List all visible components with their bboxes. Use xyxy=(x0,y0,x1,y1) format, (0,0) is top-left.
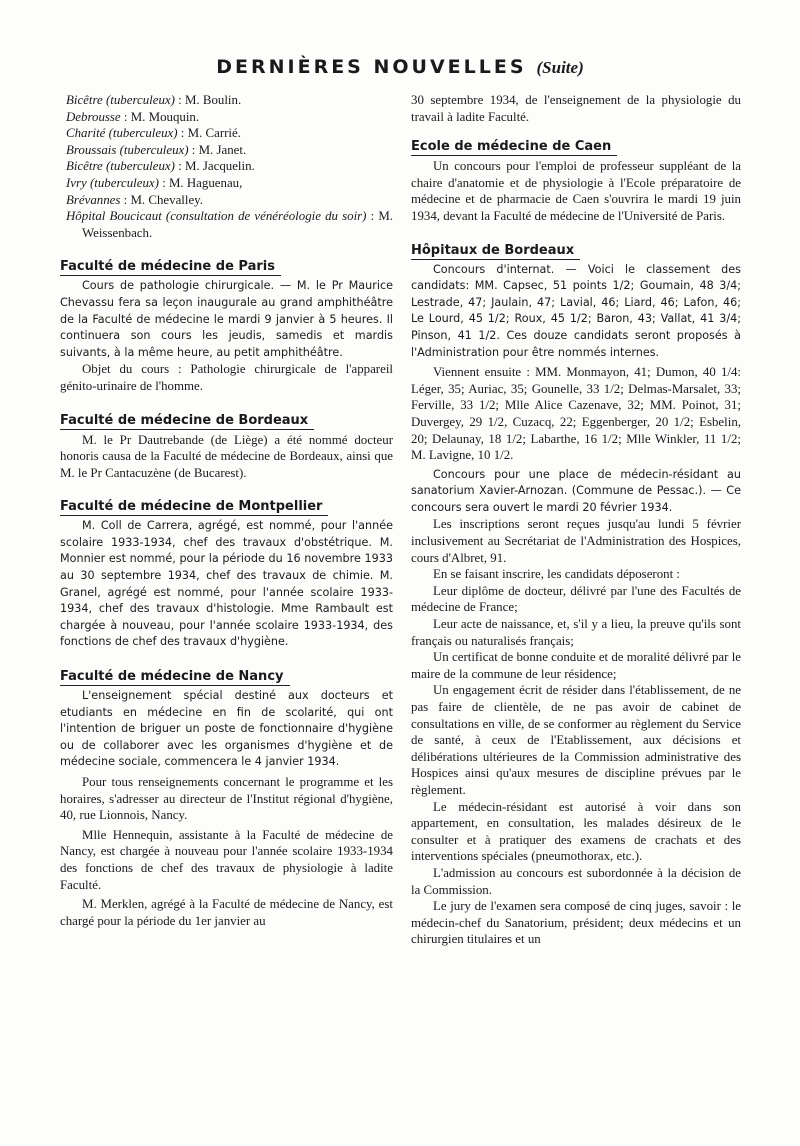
section-caen xyxy=(411,125,741,224)
hospital-entry: Broussais (tuberculeux) : M. Janet. xyxy=(66,142,247,157)
paragraph-continued: 30 septembre 1934, de l'enseignement de la physiologie du travail à ladite Faculté. xyxy=(411,93,741,124)
section-bordeaux xyxy=(60,399,393,482)
paragraph: Un certificat de bonne conduite et de moralité délivré par le maire de la commune de leur résidence; xyxy=(411,650,741,681)
section-nancy xyxy=(60,655,393,929)
hospital-entry: Charité (tuberculeux) : M. Carrié. xyxy=(66,126,241,141)
paragraph: Viennent ensuite : MM. Monmayon, 41; Dumon, 40 1/4: Léger, 35; Auriac, 35; Gounelle, 33 1/2; Delmas-Marsalet, 33; Ferville, 33 1/2; Mlle Alice Cazenave, 32; MM. Poinot, 31; Duvergey, 29 1/2, Cuzacq, 22; Eggenberger, 20 1/2; Esbelin, 20; Delaunay, 18 1/2; Labarthe, 16 1/2; Mlle Winkler, 11 1/2; M. Lavigne, 10 1/2. xyxy=(411,365,741,463)
hospital-entry: Ivry (tuberculeux) : M. Haguenau, xyxy=(66,175,243,190)
paragraph: Cours de pathologie chirurgicale. — M. le Pr Maurice Chevassu fera sa leçon inaugurale au grand amphithéâtre de la Faculté de médecine le mardi 9 janvier à 5 heures. Il continuera son cours les jeudis, samedis et mardis suivants, à la même heure, au petit amphithéâtre. xyxy=(60,279,393,359)
left-column xyxy=(60,92,393,933)
section-heading-nancy: Faculté de médecine de Nancy xyxy=(60,669,290,686)
paragraph: Pour tous renseignements concernant le programme et les horaires, s'adresser au directeur de l'Institut régional d'hygiène, 40, rue Lionnois, Nancy. xyxy=(60,775,393,823)
paragraph: En se faisant inscrire, les candidats déposeront : xyxy=(433,567,680,582)
section-montpellier xyxy=(60,485,393,651)
paragraph: Objet du cours : Pathologie chirurgicale de l'appareil génito-urinaire de l'homme. xyxy=(60,362,393,393)
hospital-entry: Hôpital Boucicaut (consultation de vénéréologie du soir) : M. Weissenbach. xyxy=(66,209,394,240)
paragraph: M. Coll de Carrera, agrégé, est nommé, pour l'année scolaire 1933-1934, chef des travaux d'obstétrique. M. Monnier est nommé, pour la période du 16 novembre 1933 au 30 septembre 1934, chef des travaux de chimie. M. Granel, agrégé est nommé, pour l'année scolaire 1933-1934, chef des travaux d'histologie. Mme Rambault est chargée à nouveau, pour l'année scolaire 1933-1934, des fonctions de chef des travaux d'hygiène. xyxy=(60,519,393,649)
paragraph: M. Merklen, agrégé à la Faculté de médecine de Nancy, est chargé pour la période du 1er janvier au xyxy=(60,897,393,928)
paragraph: Le médecin-résidant est autorisé à voir dans son appartement, en consultation, les malades désireux de le consulter et à pratiquer des examens de crachats et des interventions spéciales (pneumothorax, etc.). xyxy=(411,799,741,864)
page-header xyxy=(0,56,800,78)
paragraph: Un concours pour l'emploi de professeur suppléant de la chaire d'anatomie et de physiologie à l'Ecole préparatoire de médecine et de pharmacie de Caen s'ouvrira le mardi 19 juin 1934, devant la Faculté de médecine de l'Université de Paris. xyxy=(411,159,741,223)
section-heading-paris: Faculté de médecine de Paris xyxy=(60,259,281,276)
page-title-suite: (Suite) xyxy=(536,58,584,77)
paragraph: Le jury de l'examen sera composé de cinq juges, savoir : le médecin-chef du Sanatorium, président; deux médecins et un chirurgien titulaires et un xyxy=(411,899,741,947)
paragraph: Mlle Hennequin, assistante à la Faculté de médecine de Nancy, est chargée à nouveau pour l'année scolaire 1933-1934 des fonctions de chef des travaux de physiologie à ladite Faculté. xyxy=(60,827,393,892)
hospital-entry: Bicêtre (tuberculeux) : M. Boulin. xyxy=(66,93,242,107)
section-paris xyxy=(60,245,393,394)
paragraph: L'enseignement spécial destiné aux docteurs et etudiants en médecine en fin de scolarité, qui ont l'intention de briguer un poste de fonctionnaire d'hygiène ou de collaborer avec les organismes d'hygiène et de médecine sociale, commencera le 4 janvier 1934. xyxy=(60,689,393,769)
paragraph: Concours d'internat. — Voici le classement des candidats: MM. Capsec, 51 points 1/2; Goumain, 48 3/4; Lestrade, 47; Jaulain, 47; Lavial, 46; Liard, 46; Lafon, 46; Le Lourd, 45 1/2; Roux, 45 1/2; Baron, 43; Vallat, 41 3/4; Pinson, 41 1/2. Ces douze candidats seront proposés à l'Administration pour être nommés internes. xyxy=(411,262,741,359)
paragraph: Les inscriptions seront reçues jusqu'au lundi 5 février inclusivement au Secrétariat de l'Administration des Hospices, cours d'Albret, 91. xyxy=(411,517,741,565)
hospital-list xyxy=(60,92,393,241)
hospital-entry: Debrousse : M. Mouquin. xyxy=(66,109,200,124)
right-column xyxy=(411,92,741,952)
section-heading-hopitaux: Hôpitaux de Bordeaux xyxy=(411,243,580,260)
hospital-entry: Brévannes : M. Chevalley. xyxy=(66,192,204,207)
section-heading-caen: Ecole de médecine de Caen xyxy=(411,139,617,156)
paragraph: Concours pour une place de médecin-résidant au sanatorium Xavier-Arnozan. (Commune de Pessac.). — Ce concours sera ouvert le mardi 20 février 1934. xyxy=(411,467,741,514)
page-title: DERNIÈRES NOUVELLES xyxy=(216,56,527,78)
hospital-entry: Bicêtre (tuberculeux) : M. Jacquelin. xyxy=(66,159,255,174)
paragraph: Leur diplôme de docteur, délivré par l'une des Facultés de médecine de France; xyxy=(411,583,741,615)
section-hopitaux-bordeaux xyxy=(411,229,741,948)
section-heading-bordeaux: Faculté de médecine de Bordeaux xyxy=(60,413,314,430)
paragraph: Leur acte de naissance, et, s'il y a lieu, la preuve qu'ils sont français ou naturalisés français; xyxy=(411,617,741,648)
section-heading-montpellier: Faculté de médecine de Montpellier xyxy=(60,499,328,516)
paragraph: Un engagement écrit de résider dans l'établissement, de ne pas faire de clientèle, de ne pas avoir de cabinet de consultations en ville, de se conformer au règlement du Service de santé, à ceux de l'Etablissement, aux décisions et délibérations ultérieures de la Commission administrative des Hospices ainsi qu'aux mesures de discipline prévues par le règlement. xyxy=(411,683,741,797)
paragraph: L'admission au concours est subordonnée à la décision de la Commission. xyxy=(411,865,741,897)
paragraph: M. le Pr Dautrebande (de Liège) a été nommé docteur honoris causa de la Faculté de médecine de Bordeaux, ainsi que M. le Pr Cantacuzène (de Bucarest). xyxy=(60,432,393,480)
